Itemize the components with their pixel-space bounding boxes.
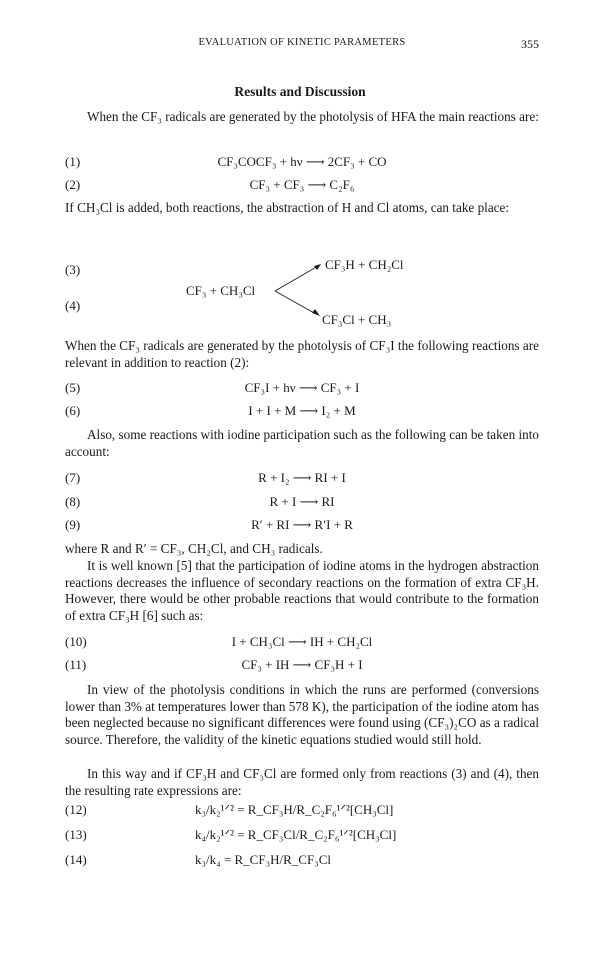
header-title: EVALUATION OF KINETIC PARAMETERS bbox=[198, 37, 406, 48]
equation-number: (7) bbox=[65, 470, 81, 485]
equation-number: (13) bbox=[65, 827, 87, 842]
paragraph-7: In view of the photolysis conditions in which the runs are performed (conversions lower than 3% at temperatures lower than 578 K), the participation of the iodine atom has been neglected because no significant differences were found using (CF₃)₂CO as a radical source. Therefore, the validity of the kinetic equations studied would still hold. bbox=[65, 682, 540, 747]
equation-14 bbox=[65, 852, 539, 870]
branch-reactants: CF₃ + CH₃Cl bbox=[186, 283, 256, 298]
equation-expression: CF₃ + CF₃ ⟶ C₂F₆ bbox=[249, 177, 355, 192]
paragraph-4: Also, some reactions with iodine participation such as the following can be taken into account: bbox=[65, 427, 539, 459]
equation-expression: CF₃COCF₃ + hν ⟶ 2CF₃ + CO bbox=[217, 154, 387, 169]
equation-expression: k₃/k₂¹ᐟ² = R_CF₃H/R_C₂F₆¹ᐟ²[CH₃Cl] bbox=[195, 802, 394, 817]
equation-7 bbox=[65, 470, 539, 488]
equation-expression: R + I₂ ⟶ RI + I bbox=[258, 470, 346, 485]
equation-expression: I + CH₃Cl ⟶ IH + CH₂Cl bbox=[231, 634, 373, 649]
paragraph-8: In this way and if CF₃H and CF₃Cl are formed only from reactions (3) and (4), then the resulting rate expressions are: bbox=[65, 766, 539, 798]
equation-number: (12) bbox=[65, 802, 87, 817]
equation-expression: I + I + M ⟶ I₂ + M bbox=[248, 403, 356, 418]
equation-10 bbox=[65, 634, 539, 652]
equation-expression: R′ + RI ⟶ R′I + R bbox=[251, 517, 353, 532]
equation-5 bbox=[65, 380, 539, 398]
equation-expression: CF₃I + hν ⟶ CF₃ + I bbox=[244, 380, 360, 395]
paragraph-3: When the CF₃ radicals are generated by the photolysis of CF₃I the following reactions are relevant in addition to reaction (2): bbox=[65, 338, 539, 370]
equation-number: (8) bbox=[65, 494, 81, 509]
paragraph-1: When the CF₃ radicals are generated by the photolysis of HFA the main reactions are: bbox=[87, 109, 539, 124]
equation-number: (14) bbox=[65, 852, 87, 867]
equation-number: (4) bbox=[65, 298, 81, 313]
paragraph-6: It is well known [5] that the participation of iodine atoms in the hydrogen abstraction reactions decreases the influence of secondary reactions on the formation of extra CF₃H. However, there would be other probable reactions that would contribute to the formation of extra CF₃H [6] such as: bbox=[65, 558, 539, 623]
branch-product-upper: CF₃H + CH₂Cl bbox=[325, 257, 404, 272]
page-number: 355 bbox=[521, 37, 539, 51]
equation-number: (5) bbox=[65, 380, 81, 395]
equation-number: (11) bbox=[65, 657, 87, 672]
paragraph-5: where R and R′ = CF₃, CH₂Cl, and CH₃ radicals. bbox=[65, 541, 323, 556]
equation-8 bbox=[65, 494, 539, 512]
equation-expression: R + I ⟶ RI bbox=[269, 494, 335, 509]
branch-product-lower: CF₃Cl + CH₃ bbox=[322, 312, 392, 327]
equation-number: (1) bbox=[65, 154, 81, 169]
equation-9 bbox=[65, 517, 539, 535]
equation-number: (10) bbox=[65, 634, 87, 649]
equation-number: (3) bbox=[65, 262, 81, 277]
paragraph-2: If CH₃Cl is added, both reactions, the abstraction of H and Cl atoms, can take place: bbox=[65, 200, 510, 215]
equation-12 bbox=[65, 802, 539, 820]
equation-number: (9) bbox=[65, 517, 81, 532]
equation-number: (2) bbox=[65, 177, 81, 192]
equation-expression: k₃/k₄ = R_CF₃H/R_CF₃Cl bbox=[195, 852, 331, 867]
equation-6 bbox=[65, 403, 539, 421]
section-title: Results and Discussion bbox=[234, 84, 366, 99]
equation-expression: k₄/k₂¹ᐟ² = R_CF₃Cl/R_C₂F₆¹ᐟ²[CH₃Cl] bbox=[195, 827, 397, 842]
equation-11 bbox=[65, 657, 539, 675]
equation-number: (6) bbox=[65, 403, 81, 418]
equation-13 bbox=[65, 827, 539, 845]
equation-expression: CF₃ + IH ⟶ CF₃H + I bbox=[241, 657, 363, 672]
